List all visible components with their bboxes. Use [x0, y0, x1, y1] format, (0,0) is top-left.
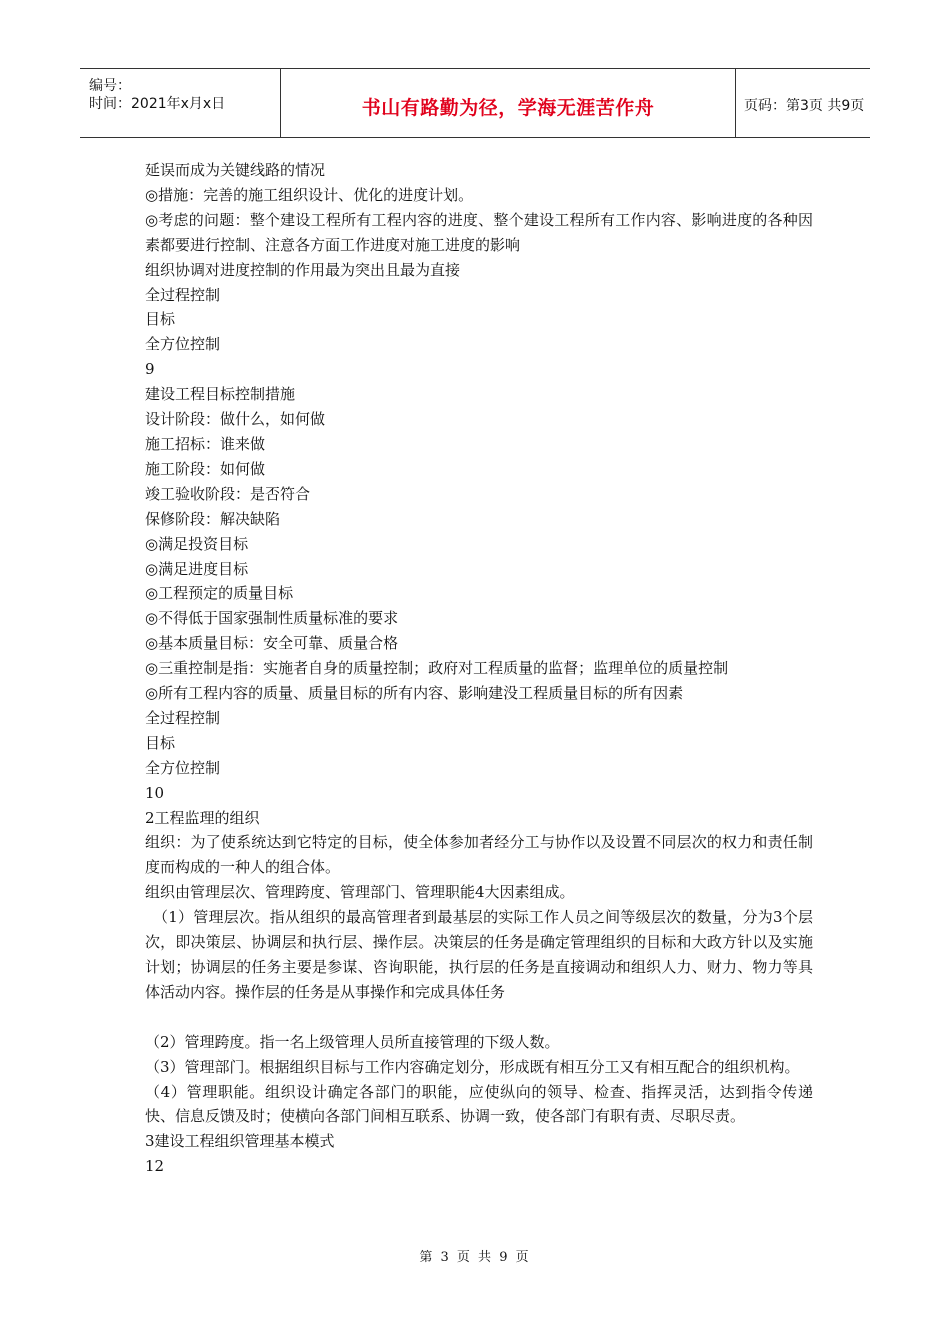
section-heading: 建设工程目标控制措施: [145, 385, 296, 404]
body-line: 9: [145, 360, 155, 379]
body-line: 10: [145, 783, 165, 802]
document-body: [145, 158, 813, 1179]
document-date: 时间：2021年x月x日: [89, 96, 226, 112]
body-line: ◎所有工程内容的质量、质量目标的所有内容、影响建没工程质量目标的所有因素: [145, 684, 684, 703]
header-page-code: 页码：第3页 共9页: [744, 98, 865, 114]
body-line: ◎考虑的问题：整个建设工程所有工程内容的进度、整个建设工程所有工作内容、影响进度的各种因素都要进行控制、注意各方面工作进度对施工进度的影响: [145, 210, 813, 254]
body-line: （2）管理跨度。指一名上级管理人员所直接管理的下级人数。: [145, 1032, 560, 1051]
body-line: 全过程控制: [145, 708, 221, 727]
body-paragraph: （4）管理职能。组织设计确定各部门的职能，应使纵向的领导、检查、指挥灵活，达到指令传递快、信息反馈及时；使横向各部门间相互联系、协调一致，使各部门有职有责、尽职尽责。: [145, 1082, 813, 1126]
body-line: ◎不得低于国家强制性质量标准的要求: [145, 609, 399, 628]
body-paragraph: （1）管理层次。指从组织的最高管理者到最基层的实际工作人员之间等级层次的数量，分为3个层次，即决策层、协调层和执行层、操作层。决策层的任务是确定管理组织的目标和大政方针以及实施计划；协调层的任务主要是参谋、咨询职能，执行层的任务是直接调动和组织人力、财力、物力等具体活动内容。操作层的任务是从事操作和完成具体任务: [145, 908, 813, 1001]
section-heading: 2工程监理的组织: [145, 808, 260, 827]
body-line: 目标: [145, 733, 176, 752]
header-motto-cell: [280, 69, 736, 137]
body-line: ◎工程预定的质量目标: [145, 584, 294, 603]
body-line: 组织协调对进度控制的作用最为突出且最为直接: [145, 260, 461, 279]
body-line: 设计阶段：做什么，如何做: [145, 410, 326, 429]
document-number-label: 编号：: [89, 78, 131, 94]
body-paragraph: 组织：为了使系统达到它特定的目标，使全体参加者经分工与协作以及设置不同层次的权力和责任制度而构成的一种人的组合体。: [145, 833, 813, 877]
body-line: ◎三重控制是指：实施者自身的质量控制；政府对工程质量的监督；监理单位的质量控制: [145, 659, 729, 678]
body-line: 组织由管理层次、管理跨度、管理部门、管理职能4大因素组成。: [145, 883, 575, 902]
body-line: ◎基本质量目标：安全可靠、质量合格: [145, 634, 399, 653]
body-line: 施工招标：谁来做: [145, 434, 266, 453]
body-line: ◎满足投资目标: [145, 534, 249, 553]
body-line: 全方位控制: [145, 335, 221, 354]
body-line: ◎措施：完善的施工组织设计、优化的进度计划。: [145, 185, 474, 204]
header-motto: 书山有路勤为径，学海无涯苦作舟: [361, 97, 655, 119]
body-line: 全过程控制: [145, 285, 221, 304]
paragraph-gap: [145, 1005, 813, 1030]
body-line: 目标: [145, 310, 176, 329]
body-line: 全方位控制: [145, 758, 221, 777]
body-line: 保修阶段：解决缺陷: [145, 509, 281, 528]
body-line: 延误而成为关键线路的情况: [145, 161, 326, 179]
body-line: ◎满足进度目标: [145, 559, 249, 578]
body-line: 施工阶段：如何做: [145, 459, 266, 478]
header-page-cell: [735, 69, 870, 137]
header-info-cell: [80, 69, 280, 137]
section-heading: 3建设工程组织管理基本模式: [145, 1132, 335, 1151]
body-line: 12: [145, 1157, 165, 1176]
page-header: [80, 68, 870, 138]
page-footer: 第 3 页 共 9 页: [419, 1250, 531, 1265]
body-line: 竣工验收阶段：是否符合: [145, 484, 311, 503]
body-paragraph: （3）管理部门。根据组织目标与工作内容确定划分，形成既有相互分工又有相互配合的组织机构。: [145, 1057, 800, 1076]
